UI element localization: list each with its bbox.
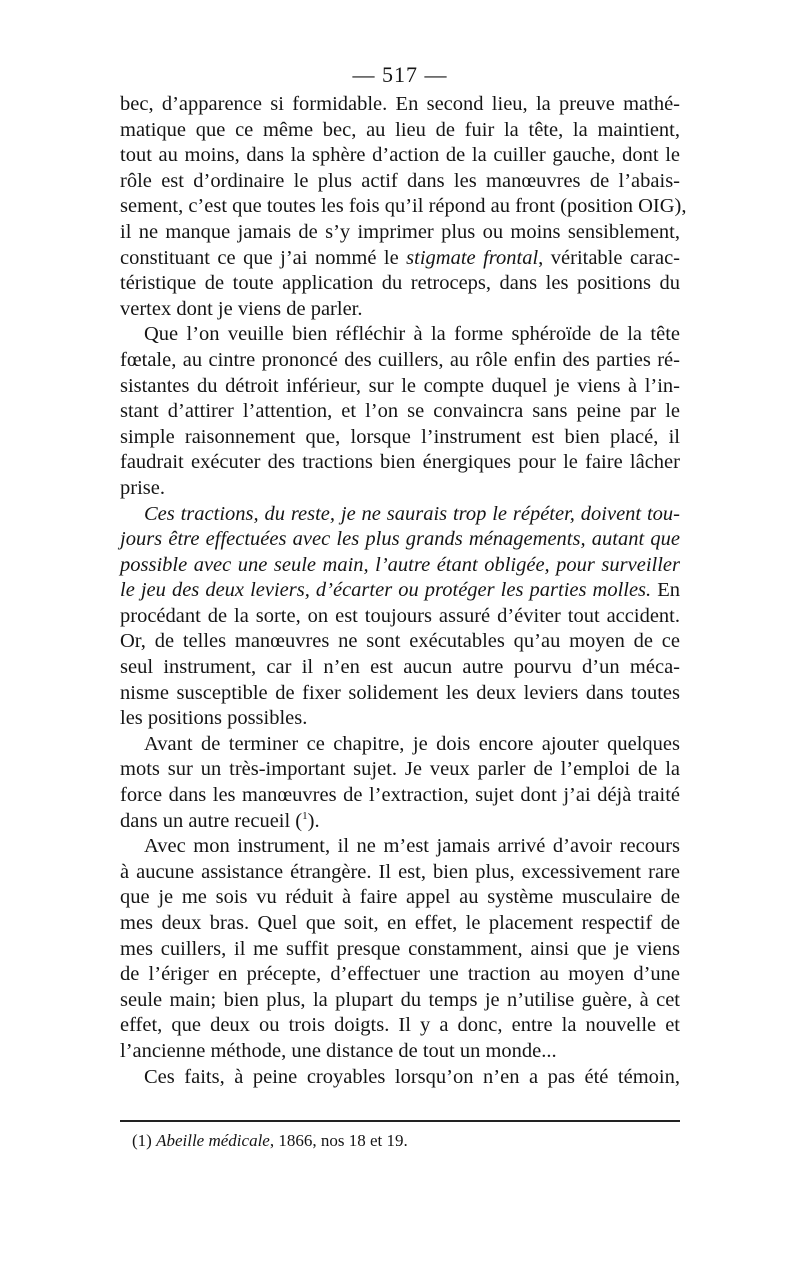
text-line: procédant de la sorte, on est toujours assuré d’éviter tout accident.	[120, 604, 680, 627]
text-line: Que l’on veuille bien réfléchir à la forme sphéroïde de la tête	[144, 323, 680, 346]
text-line: stant d’attirer l’attention, et l’on se convaincra sans peine par le	[120, 400, 680, 423]
text-line: mots sur un très-important sujet. Je veux parler de l’emploi de la	[120, 758, 680, 781]
text-line: Or, de telles manœuvres ne sont exécutables qu’au moyen de ce	[120, 630, 680, 653]
text-line-italic	[120, 502, 680, 528]
text-line: force dans les manœuvres de l’extraction, sujet dont j’ai déjà traité	[120, 784, 680, 807]
footnote-marker: (1)	[132, 1131, 152, 1150]
text-line: simple raisonnement que, lorsque l’instrument est bien placé, il	[120, 425, 680, 448]
text-line: vertex dont je viens de parler.	[120, 297, 363, 320]
text-line: rôle est d’ordinaire le plus actif dans les manœuvres de l’abais-	[120, 169, 680, 192]
italic-run: jours être effectuées avec les plus grands ménagements, autant que	[120, 528, 680, 551]
stigmate-frontal-term: stigmate frontal	[406, 246, 539, 269]
text-line: seul instrument, car il n’en est aucun autre pourvu d’un méca-	[120, 656, 680, 679]
text-line: nisme susceptible de fixer solidement les deux leviers dans toutes	[120, 681, 680, 704]
text-line: matique que ce même bec, au lieu de fuir la tête, la maintient,	[120, 118, 680, 141]
text-line: tout au moins, dans la sphère d’action de la cuiller gauche, dont le	[120, 144, 680, 167]
text-line: Avec mon instrument, il ne m’est jamais arrivé d’avoir recours	[144, 835, 680, 858]
text-line: téristique de toute application du retroceps, dans les positions du	[120, 272, 680, 295]
italic-run: le jeu des deux leviers, d’écarter ou protéger les parties molles.	[120, 579, 652, 602]
text-line: sement, c’est que toutes les fois qu’il répond au front (position OIG),	[120, 195, 687, 218]
text-line-italic	[120, 553, 680, 579]
text-line: l’ancienne méthode, une distance de tout un monde...	[120, 1039, 557, 1062]
text-line: bec, d’apparence si formidable. En second lieu, la preuve mathé-	[120, 93, 680, 115]
footnote-details: , 1866, nos 18 et 19.	[269, 1131, 408, 1150]
text-line: fœtale, au cintre prononcé des cuillers, au rôle enfin des parties ré-	[120, 348, 680, 371]
text-line: que je me sois vu réduit à faire appel au système musculaire de	[120, 886, 680, 909]
text-line: Avant de terminer ce chapitre, je dois encore ajouter quelques	[144, 732, 680, 755]
text-line: mes cuillers, il me suffit presque constamment, ainsi que je viens	[120, 937, 680, 960]
italic-run: possible avec une seule main, l’autre étant obligée, pour surveiller	[120, 553, 680, 576]
text-line: prise.	[120, 476, 165, 499]
text-line: mes deux bras. Quel que soit, en effet, le placement respectif de	[120, 912, 680, 934]
text-line: il ne manque jamais de s’y imprimer plus ou moins sensiblement,	[120, 220, 680, 243]
footnote	[132, 1130, 672, 1152]
text-line: faudrait exécuter des tractions bien énergiques pour le faire lâcher	[120, 451, 680, 474]
footnote-reference: 1	[302, 809, 308, 822]
text-line: seule main; bien plus, la plupart du temps je n’utilise guère, à cet	[120, 988, 680, 1011]
footnote-source: Abeille médicale	[156, 1131, 270, 1150]
text-line: de l’ériger en précepte, d’effectuer une traction au moyen d’une	[120, 963, 680, 986]
body-text	[120, 92, 687, 1090]
text-run: ).	[307, 809, 320, 832]
text-run: constituant ce que j’ai nommé le	[120, 246, 407, 269]
text-line-stigmate	[120, 246, 680, 272]
text-line: effet, que deux ou trois doigts. Il y a donc, entre la nouvelle et	[120, 1014, 680, 1037]
text-run: En	[651, 579, 680, 602]
text-run: dans un autre recueil (	[120, 809, 303, 832]
text-line: à aucune assistance étrangère. Il est, bien plus, excessivement rare	[120, 860, 680, 883]
italic-run: Ces tractions, du reste, je ne saurais trop le répéter, doivent tou-	[144, 502, 680, 525]
text-line: les positions possibles.	[120, 707, 308, 730]
text-line-italic	[120, 527, 680, 553]
text-run: , véritable carac-	[538, 246, 680, 269]
text-line: Ces faits, à peine croyables lorsqu’on n’en a pas été témoin,	[144, 1065, 680, 1088]
footnote-divider	[120, 1120, 680, 1122]
page-number: — 517 —	[352, 62, 448, 87]
text-line-italic	[120, 578, 680, 604]
text-line-recueil	[120, 809, 680, 835]
text-line: sistantes du détroit inférieur, sur le compte duquel je viens à l’in-	[120, 374, 680, 397]
